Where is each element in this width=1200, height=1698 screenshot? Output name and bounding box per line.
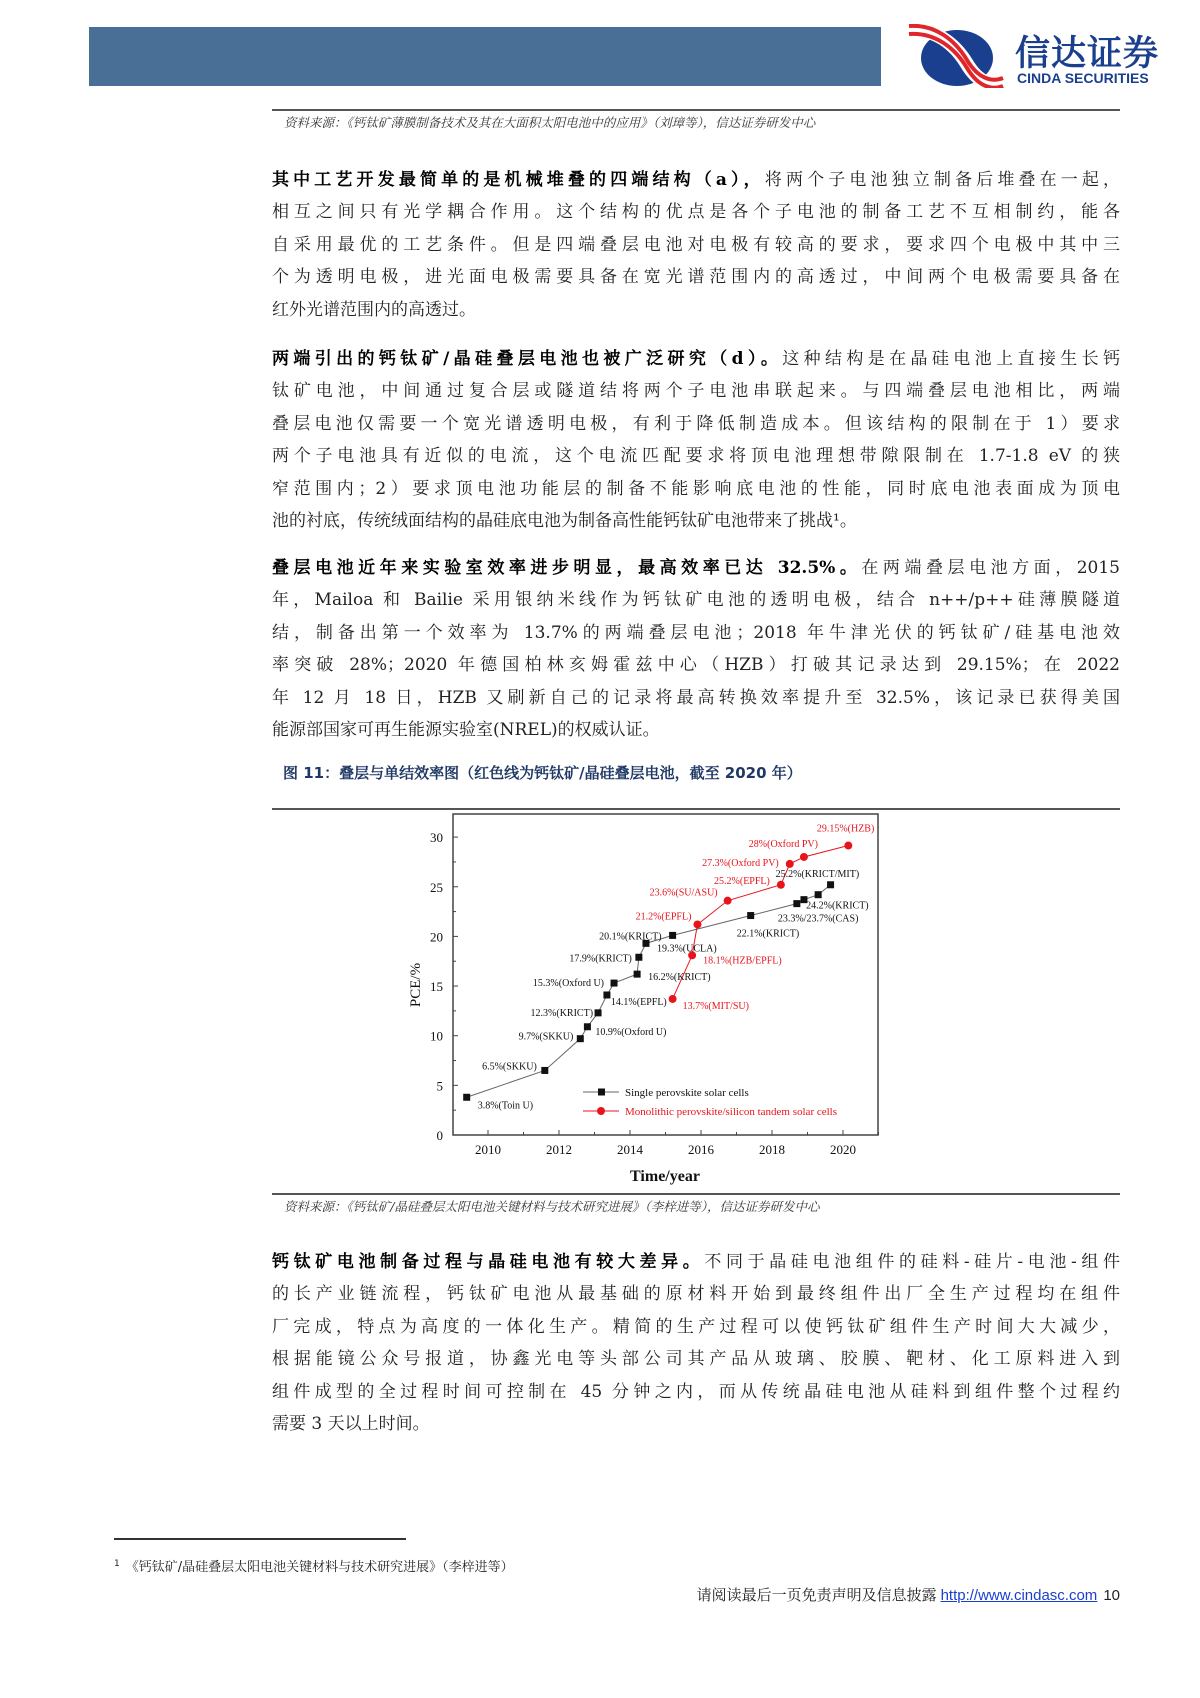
data-point-circle [669,995,677,1003]
x-tick-label: 2016 [688,1142,714,1157]
logo-english-name: CINDA SECURITIES [1017,70,1149,86]
paragraph-line: 红外光谱范围内的高透过。 [272,299,476,320]
paragraph-efficiency [272,552,1120,746]
website-link[interactable]: http://www.cindasc.com [940,1587,1098,1604]
data-point-square [463,1094,470,1101]
data-label: 23.6%(SU/ASU) [649,887,718,899]
footnote-rule [114,1538,406,1540]
paragraph-line: 需要 3 天以上时间。 [272,1413,430,1434]
paragraph-text: 不同于晶硅电池组件的硅料-硅片-电池-组件 [704,1252,1121,1272]
data-point-circle [693,920,701,928]
x-tick-label: 2012 [546,1142,572,1157]
data-label: 19.3%(UCLA) [656,943,717,955]
legend-label: Monolithic perovskite/silicon tandem solar cells [625,1106,838,1118]
paragraph-line: 个为透明电极，进光面电极需要具备在宽光谱范围内的高透过，中间两个电极需要具备在 [272,267,1120,288]
y-tick-label: 15 [430,979,443,995]
paragraph-line: 率突破 28%；2020 年德国柏林亥姆霍兹中心（HZB）打破其记录达到 29.15%；在 2022 [272,655,1120,676]
paragraph-text: 将两个子电池独立制备后堆叠在一起， [764,170,1121,190]
paragraph-text: 这种结构是在晶硅电池上直接生长钙 [782,349,1120,369]
data-label: 3.8%(Toin U) [477,1100,534,1112]
data-point-circle [777,881,785,889]
data-point-square [793,900,800,907]
page-number: 10 [1103,1587,1120,1604]
x-tick-label: 2010 [475,1142,501,1157]
footnote [114,1556,514,1575]
y-tick-label: 30 [430,830,443,846]
data-point-square [595,1009,602,1016]
figure-source-note: 资料来源：《钙钛矿/晶硅叠层太阳电池关键材料与技术研究进展》（李梓进等），信达证券研发中心 [284,1199,820,1214]
paragraph-text: 在两端叠层电池方面，2015 [861,558,1121,578]
y-tick-label: 5 [436,1078,443,1094]
chart-data-labels [478,824,875,1112]
x-tick-label: 2018 [759,1142,785,1157]
data-point-square [634,971,641,978]
paragraph-line: 结，制备出第一个效率为 13.7%的两端叠层电池；2018 年牛津光伏的钙钛矿/硅基电池效 [272,622,1120,643]
data-point-square [603,991,610,998]
paragraph-line: 窄范围内；2）要求顶电池功能层的制备不能影响底电池的性能，同时底电池表面成为顶电 [272,478,1120,499]
paragraph-lead: 其中工艺开发最简单的是机械堆叠的四端结构（a）， [272,170,765,190]
data-label: 21.2%(EPFL) [635,911,692,923]
data-label: 14.1%(EPFL) [610,996,667,1008]
divider [272,109,1120,111]
paragraph-line: 相互之间只有光学耦合作用。这个结构的优点是各个子电池的制备工艺不互相制约，能各 [272,202,1120,223]
data-label: 25.2%(EPFL) [714,875,770,887]
header-brand-bar [89,27,881,86]
data-label: 24.2%(KRICT) [806,900,869,912]
data-label: 12.3%(KRICT) [530,1007,594,1019]
cinda-swoosh-icon [905,24,1005,88]
data-label: 28%(Oxford PV) [748,838,818,850]
data-point-circle [786,860,794,868]
data-label: 29.15%(HZB) [816,823,875,835]
data-point-square [669,932,676,939]
data-label: 18.1%(HZB/EPFL) [703,955,782,967]
data-point-square [577,1035,584,1042]
data-label: 22.1%(KRICT) [736,928,800,940]
paragraph-lead: 两端引出的钙钛矿/晶硅叠层电池也被广泛研究（d）。 [272,349,783,369]
paragraph-lead: 叠层电池近年来实验室效率进步明显，最高效率已达 32.5%。 [272,558,862,578]
footnote-mark: 1 [114,1558,120,1569]
x-tick-label: 2014 [617,1142,643,1157]
paragraph-line: 年，Mailoa 和 Bailie 采用银纳米线作为钙钛矿电池的透明电极，结合 n++/p++硅薄膜隧道 [272,590,1120,611]
x-axis-label: Time/year [630,1168,700,1185]
paragraph-line: 的长产业链流程，钙钛矿电池从最基础的原材料开始到最终组件出厂全生产过程均在组件 [272,1284,1120,1305]
paragraph-line: 叠层电池仅需要一个宽光谱透明电极，有利于降低制造成本。但该结构的限制在于 1）要求 [272,413,1120,434]
footnote-text: 《钙钛矿/晶硅叠层太阳电池关键材料与技术研究进展》（李梓进等） [125,1560,514,1575]
data-point-square [815,891,822,898]
figure-title: 图 11：叠层与单结效率图（红色线为钙钛矿/晶硅叠层电池，截至 2020 年） [283,764,802,782]
y-tick-label: 20 [430,929,443,945]
data-point-square [611,980,618,987]
data-point-square [635,954,642,961]
footer-disclaimer: 请阅读最后一页免责声明及信息披露 [696,1586,937,1604]
paragraph-two-terminal [272,343,1120,537]
paragraph-four-terminal [272,164,1120,326]
paragraph-line: 钛矿电池，中间通过复合层或隧道结将两个子电池串联起来。与四端叠层电池相比，两端 [272,381,1120,402]
data-label: 16.2%(KRICT) [648,972,711,984]
data-label: 13.7%(MIT/SU) [682,1000,749,1012]
y-axis-label: PCE/% [408,962,424,1008]
paragraph-line: 自采用最优的工艺条件。但是四端叠层电池对电极有较高的要求，要求四个电极中其中三 [272,234,1120,255]
paragraph-line: 两个子电池具有近似的电流，这个电流匹配要求将顶电池理想带隙限制在 1.7-1.8 eV 的狭 [272,446,1120,467]
logo-chinese-name: 信达证券 [1015,34,1160,74]
y-tick-label: 0 [436,1128,443,1143]
legend-marker-circle [597,1107,605,1115]
figure-bottom-rule [272,1193,1120,1195]
y-tick-label: 10 [430,1028,443,1044]
data-point-square [541,1067,548,1074]
data-point-square [747,912,754,919]
data-point-circle [844,842,852,850]
data-label: 6.5%(SKKU) [482,1061,537,1073]
data-label: 25.2%(KRICT/MIT) [775,868,860,880]
paragraph-line: 厂完成，特点为高度的一体化生产。精简的生产过程可以使钙钛矿组件生产时间大大减少， [272,1316,1120,1337]
paragraph-production [272,1246,1120,1440]
paragraph-lead: 钙钛矿电池制备过程与晶硅电池有较大差异。 [272,1252,705,1272]
legend-marker-square [598,1089,605,1096]
data-point-square [584,1023,591,1030]
paragraph-line: 组件成型的全过程时间可控制在 45 分钟之内，而从传统晶硅电池从硅料到组件整个过程约 [272,1381,1120,1402]
data-label: 9.7%(SKKU) [518,1031,574,1043]
data-point-square [827,881,834,888]
page-footer [697,1584,1120,1605]
data-label: 17.9%(KRICT) [569,953,632,965]
cinda-logo [905,24,1195,88]
data-point-circle [724,897,732,905]
chart-legend [583,1087,837,1118]
data-label: 20.1%(KRICT) [599,931,662,943]
source-note-top: 资料来源：《钙钛矿薄膜制备技术及其在大面积太阳电池中的应用》（刘璋等），信达证券研发中心 [284,115,816,130]
legend-label: Single perovskite solar cells [625,1087,749,1099]
data-point-circle [800,853,808,861]
x-tick-label: 2020 [830,1142,856,1157]
paragraph-line: 根据能镜公众号报道，协鑫光电等头部公司其产品从玻璃、胶膜、靶材、化工原料进入到 [272,1349,1120,1370]
paragraph-line: 池的衬底，传统绒面结构的晶硅底电池为制备高性能钙钛矿电池带来了挑战¹。 [272,510,857,531]
data-label: 23.3%/23.7%(CAS) [777,913,859,925]
paragraph-line: 年 12 月 18 日，HZB 又刷新自己的记录将最高转换效率提升至 32.5%，该记录已获得美国 [272,687,1120,708]
data-label: 10.9%(Oxford U) [595,1026,667,1038]
data-label: 15.3%(Oxford U) [532,978,605,990]
paragraph-line: 能源部国家可再生能源实验室(NREL)的权威认证。 [272,719,660,740]
data-label: 27.3%(Oxford PV) [702,857,779,869]
efficiency-chart [380,800,920,1195]
y-tick-label: 25 [430,879,443,895]
